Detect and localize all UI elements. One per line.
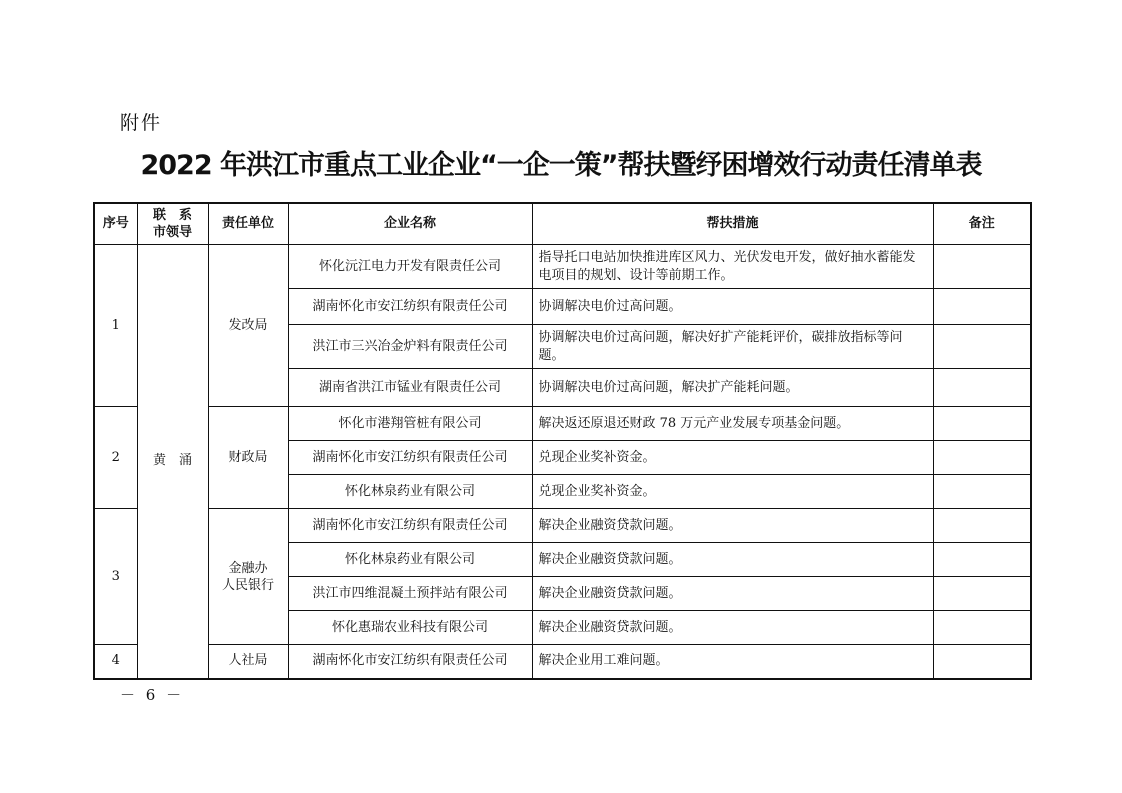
- note-cell: [933, 509, 1031, 543]
- company-name: 洪江市四维混凝土预拌站有限公司: [288, 577, 532, 611]
- company-name: 湖南省洪江市锰业有限责任公司: [288, 369, 532, 407]
- note-cell: [933, 407, 1031, 441]
- note-cell: [933, 475, 1031, 509]
- responsible-unit: 发改局: [208, 245, 288, 407]
- assistance-measure: 兑现企业奖补资金。: [532, 441, 933, 475]
- responsible-unit: 人社局: [208, 645, 288, 679]
- company-name: 怀化市港翔管桩有限公司: [288, 407, 532, 441]
- assistance-measure: 指导托口电站加快推进库区风力、光伏发电开发，做好抽水蓄能发电项目的规划、设计等前期工作。: [532, 245, 933, 289]
- header-leader-line2: 市领导: [152, 225, 192, 240]
- note-cell: [933, 645, 1031, 679]
- responsibility-table: [93, 202, 1032, 680]
- company-name: 怀化沅江电力开发有限责任公司: [288, 245, 532, 289]
- company-name: 怀化林泉药业有限公司: [288, 475, 532, 509]
- page-number: － 6 －: [120, 686, 185, 704]
- responsible-unit-line1: 金融办: [228, 560, 268, 576]
- assistance-measure: 解决企业用工难问题。: [532, 645, 933, 679]
- header-measure: 帮扶措施: [532, 203, 933, 245]
- assistance-measure: 解决企业融资贷款问题。: [532, 611, 933, 645]
- header-unit: 责任单位: [208, 203, 288, 245]
- company-name: 湖南怀化市安江纺织有限责任公司: [288, 289, 532, 325]
- assistance-measure: 解决企业融资贷款问题。: [532, 543, 933, 577]
- note-cell: [933, 369, 1031, 407]
- table-header-row: [94, 203, 1031, 245]
- assistance-measure: 解决返还原退还财政 78 万元产业发展专项基金问题。: [532, 407, 933, 441]
- header-leader: [137, 203, 208, 245]
- note-cell: [933, 611, 1031, 645]
- assistance-measure: 协调解决电价过高问题，解决好扩产能耗评价，碳排放指标等问题。: [532, 325, 933, 369]
- row-index: 3: [94, 509, 137, 645]
- responsible-unit: 财政局: [208, 407, 288, 509]
- table-row: [94, 407, 1031, 441]
- table-row: [94, 645, 1031, 679]
- note-cell: [933, 441, 1031, 475]
- company-name: 湖南怀化市安江纺织有限责任公司: [288, 441, 532, 475]
- row-index: 1: [94, 245, 137, 407]
- assistance-measure: 解决企业融资贷款问题。: [532, 509, 933, 543]
- header-index: 序号: [94, 203, 137, 245]
- company-name: 湖南怀化市安江纺织有限责任公司: [288, 645, 532, 679]
- header-company: 企业名称: [288, 203, 532, 245]
- responsible-unit-line2: 人民银行: [221, 577, 274, 593]
- table-row: [94, 245, 1031, 289]
- row-index: 4: [94, 645, 137, 679]
- responsible-unit: [208, 509, 288, 645]
- company-name: 洪江市三兴冶金炉料有限责任公司: [288, 325, 532, 369]
- header-leader-line1: 联 系: [152, 208, 192, 223]
- assistance-measure: 协调解决电价过高问题，解决扩产能耗问题。: [532, 369, 933, 407]
- assistance-measure: 兑现企业奖补资金。: [532, 475, 933, 509]
- row-index: 2: [94, 407, 137, 509]
- company-name: 怀化林泉药业有限公司: [288, 543, 532, 577]
- header-note: 备注: [933, 203, 1031, 245]
- table-row: [94, 509, 1031, 543]
- note-cell: [933, 325, 1031, 369]
- note-cell: [933, 289, 1031, 325]
- document-title: 2022 年洪江市重点工业企业“一企一策”帮扶暨纾困增效行动责任清单表: [140, 150, 982, 181]
- company-name: 怀化惠瑞农业科技有限公司: [288, 611, 532, 645]
- company-name: 湖南怀化市安江纺织有限责任公司: [288, 509, 532, 543]
- note-cell: [933, 543, 1031, 577]
- note-cell: [933, 577, 1031, 611]
- assistance-measure: 协调解决电价过高问题。: [532, 289, 933, 325]
- attachment-label: 附件: [120, 112, 163, 134]
- leader-name: 黄 涌: [137, 245, 208, 679]
- note-cell: [933, 245, 1031, 289]
- assistance-measure: 解决企业融资贷款问题。: [532, 577, 933, 611]
